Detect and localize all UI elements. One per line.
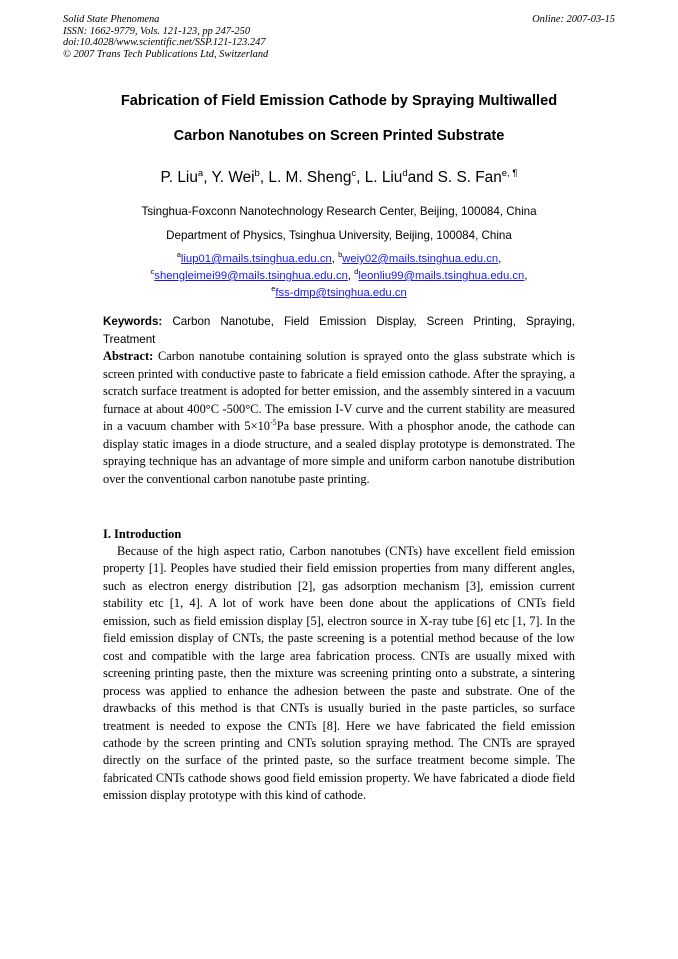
affiliation-1: Tsinghua-Foxconn Nanotechnology Research Center, Beijing, 100084, China: [141, 205, 537, 218]
author-sep: ,: [203, 169, 212, 186]
email-sup: e: [271, 284, 276, 293]
journal-name: Solid State Phenomena: [63, 14, 160, 25]
paper-title-line-2: Carbon Nanotubes on Screen Printed Substrate: [173, 128, 505, 144]
abstract-label: Abstract:: [103, 349, 154, 363]
author-list: [40, 168, 638, 188]
author-sup: d: [402, 168, 408, 179]
journal-header: [63, 14, 268, 60]
copyright-line: © 2007 Trans Tech Publications Ltd, Switzerland: [63, 48, 269, 60]
keywords-text: Carbon Nanotube, Field Emission Display, Screen Printing, Spraying, Treatment: [103, 315, 575, 346]
author-sup: c: [351, 168, 357, 179]
author-sup: e, ¶: [501, 168, 518, 179]
keywords-label: Keywords:: [103, 315, 163, 328]
author-sep: ,: [259, 169, 269, 186]
author-name: L. Liu: [364, 169, 403, 186]
introduction-paragraph: Because of the high aspect ratio, Carbon nanotubes (CNTs) have excellent field emission property [1]. Peoples have studied their field emission properties from many different angles, such as electron energy distribution [2], gas adsorption mechanism [3], emission current stability etc [1, 4]. A lot of work have been done about the applications of CNTs field emission, such as field emission display [5], electron source in X-ray tube [6] etc [1, 7]. In the field emission display of CNTs, the paste screening is a potential method because of the low cost and compatible with the large area fabrication process. CNTs are usually mixed with screening printing paste, then the mixture was screening printing onto a substrate, a sintering process was applied to enhance the adhesion between the paste and substrate. One of the drawbacks of this method is that CNTs is usually buried in the paste particles, so surface treatment is needed to expose the CNTs [8]. Here we have fabricated the field emission cathode by the screen printing and CNTs solution spraying method. The CNTs are sprayed directly on the surface of the printed paste, so the surface treatment become simple. The fabricated CNTs cathode shows good field emission property. We have fabricated a diode field emission display prototype with this kind of cathode.: [103, 544, 575, 803]
email-link-d[interactable]: leonliu99@mails.tsinghua.edu.cn: [358, 270, 525, 282]
abstract: [103, 348, 575, 488]
email-link-e[interactable]: fss-dmp@tsinghua.edu.cn: [275, 287, 407, 299]
email-sup: b: [338, 250, 343, 259]
author-sup: b: [254, 168, 260, 179]
email-sup: d: [354, 267, 359, 276]
author-name: Y. Wei: [211, 169, 255, 186]
author-name: L. M. Sheng: [268, 169, 352, 186]
paper-title-line-1: Fabrication of Field Emission Cathode by Spraying Multiwalled: [120, 93, 558, 109]
email-link-b[interactable]: weiy02@mails.tsinghua.edu.cn: [342, 253, 499, 265]
section-heading: I. Introduction: [103, 527, 182, 541]
author-name: P. Liu: [160, 169, 198, 186]
email-sup: a: [176, 250, 181, 259]
email-link-c[interactable]: shengleimei99@mails.tsinghua.edu.cn: [154, 270, 348, 282]
abstract-text-continued: Pa base pressure. With a phosphor anode, the cathode can display static images in a diode structure, and a sealed display prototype is demonstrated. The spraying technique has an advantage of more simple and uniform carbon nanotube distribution over the conventional carbon nanotube paste printing.: [103, 419, 575, 486]
keywords: [103, 313, 575, 348]
abstract-text: Carbon nanotube containing solution is sprayed onto the glass substrate which is screen printed with conductive paste to fabricate a field emission cathode. After the spraying, a scratch surface treatment is adopted for better emission, and the assembly sintered in a vacuum furnace at about 400°C -500°C. The emission I-V curve and the current stability are measured in a vacuum chamber with 5×10: [103, 349, 575, 433]
online-date: Online: 2007-03-15: [532, 14, 615, 25]
author-name: and S. S. Fan: [407, 169, 502, 186]
email-list: $^a$liup01@mails.tsinghua.edu.cn, $^b$weiy02@mails.tsinghua.edu.cn, $^c$shengleimei99@mails.tsinghua.edu.cn, $^d$leonliu99@mails.tsinghua.edu.cn, $^e$fss-dmp@tsinghua.edu.cn: [150, 250, 528, 299]
affiliation-2: Department of Physics, Tsinghua University, Beijing, 100084, China: [166, 229, 512, 242]
email-link-a[interactable]: liup01@mails.tsinghua.edu.cn: [180, 253, 332, 265]
abstract-exponent: -5: [270, 418, 277, 427]
author-sep: ,: [356, 169, 365, 186]
author-sup: a: [197, 168, 204, 179]
issn-line: ISSN: 1662-9779, Vols. 121-123, pp 247-250: [63, 25, 251, 37]
doi-line: doi:10.4028/www.scientific.net/SSP.121-123.247: [63, 37, 266, 49]
email-sup: c: [150, 267, 155, 276]
